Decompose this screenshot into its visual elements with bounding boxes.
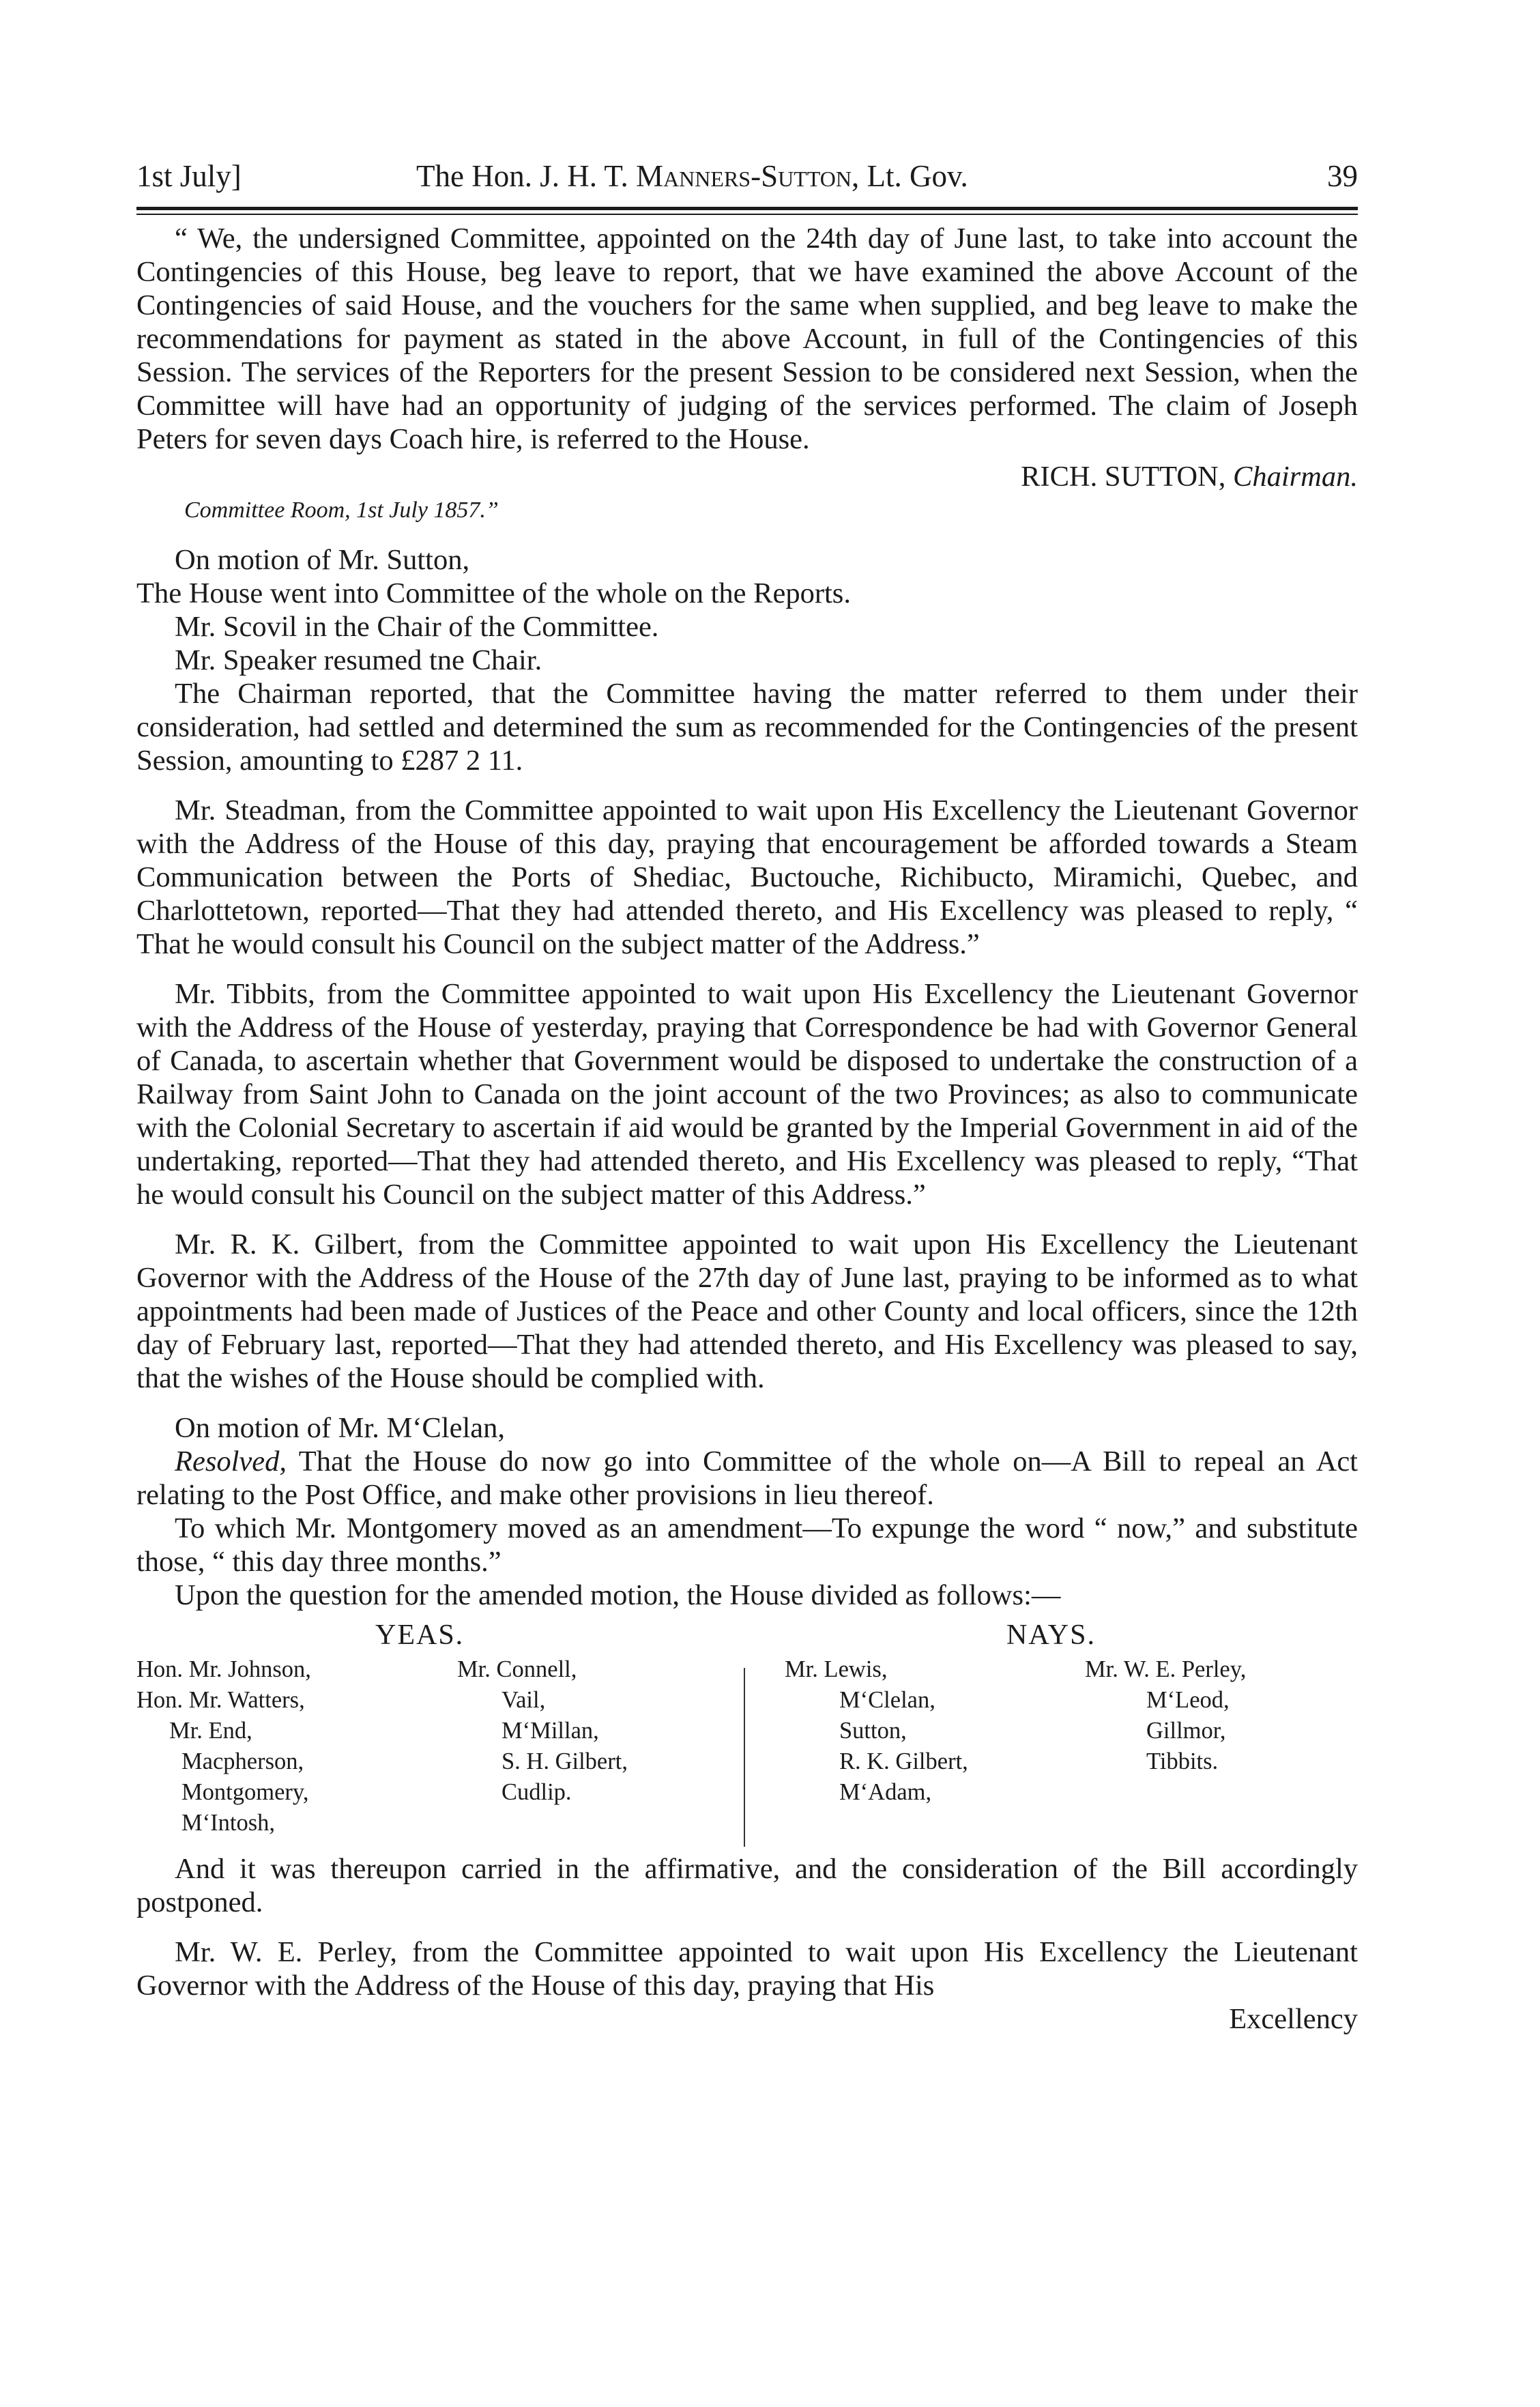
nays-name: Gillmor, — [1146, 1718, 1226, 1744]
amendment-paragraph: To which Mr. Montgomery moved as an amendment—To expunge the word “ now,” and substitute those, “ this day three months.” — [136, 1512, 1358, 1578]
signature-title: Chairman. — [1232, 461, 1358, 493]
scovil-in-chair: Mr. Scovil in the Chair of the Committee. — [175, 611, 659, 643]
nays-column-2 — [1085, 1654, 1246, 1777]
yeas-heading: YEAS. — [375, 1619, 465, 1651]
report-signature — [136, 460, 1358, 493]
nays-name: Mr. Lewis, — [785, 1656, 888, 1682]
yeas-name: Montgomery, — [181, 1779, 309, 1805]
division-list — [136, 1654, 1358, 1852]
house-into-committee: The House went into Committee of the whole on the Reports. — [136, 577, 851, 609]
division-headings — [136, 1619, 1358, 1654]
carried-paragraph: And it was thereupon carried in the affirmative, and the consideration of the Bill accordingly postponed. — [136, 1853, 1358, 1918]
motion-mclelan: On motion of Mr. M‘Clelan, — [175, 1412, 505, 1444]
nays-name: M‘Leod, — [1146, 1687, 1230, 1713]
yeas-column-2 — [457, 1654, 628, 1808]
speaker-resumed: Mr. Speaker resumed tne Chair. — [175, 644, 542, 676]
nays-name: M‘Adam, — [839, 1779, 932, 1805]
catchword: Excellency — [1229, 2003, 1358, 2035]
header-title — [416, 158, 968, 194]
yeas-name: Mr. Connell, — [457, 1656, 577, 1682]
nays-heading: NAYS. — [1006, 1619, 1096, 1651]
committee-report: “ We, the undersigned Committee, appointed on the 24th day of June last, to take into account the Contingencies of this House, beg leave to report, that we have examined the above Account of the Contingencies of said House, and the vouchers for the same when supplied, and beg leave to make the recommendations for payment as stated in the above Account, in full of the Contingencies of this Session. The services of the Reporters for the present Session to be considered next Session, when the Committee will have had an opportunity of judging of the services performed. The claim of Joseph Peters for seven days Coach hire, is referred to the House. — [136, 222, 1358, 455]
resolved-text: That the House do now go into Committee of the whole on—A Bill to repeal an Act relating to the Post Office, and make other provisions in lieu thereof. — [136, 1445, 1358, 1511]
header-title-suffix: , Lt. Gov. — [851, 159, 968, 193]
division-separator — [744, 1668, 745, 1847]
header-title-name: Manners-Sutton — [636, 159, 852, 193]
signature-name: RICH. SUTTON, — [1021, 461, 1226, 493]
header-date: 1st July] — [136, 159, 242, 193]
nays-name: Tibbits. — [1146, 1748, 1219, 1774]
yeas-name: Vail, — [502, 1687, 546, 1713]
yeas-column-1 — [136, 1654, 311, 1839]
tibbits-report: Mr. Tibbits, from the Committee appointed to wait upon His Excellency the Lieutenant Governor with the Address of the House of yesterday, praying that Correspondence be had with Governor General of Canada, to ascertain whether that Government would be disposed to undertake the construction of a Railway from Saint John to Canada on the joint account of the two Provinces; as also to communicate with the Colonial Secretary to ascertain if aid would be granted by the Imperial Government in aid of the undertaking, reported—That they had attended thereto, and His Excellency was pleased to reply, “That he would consult his Council on the subject matter of this Address.” — [136, 978, 1358, 1211]
page-number: 39 — [1327, 159, 1358, 193]
resolved-paragraph — [136, 1445, 1358, 1512]
running-header — [136, 158, 1358, 206]
steadman-report: Mr. Steadman, from the Committee appointed to wait upon His Excellency the Lieutenant Governor with the Address of the House of this day, praying that encouragement be afforded towards a Steam Communication between the Ports of Shediac, Buctouche, Richibucto, Miramichi, Quebec, and Charlottetown, reported—That they had attended thereto, and His Excellency was pleased to reply, “ That he would consult his Council on the subject matter of the Address.” — [136, 794, 1358, 960]
chairman-reported: The Chairman reported, that the Committee having the matter referred to them under their consideration, had settled and determined the sum as recommended for the Contingencies of the present Session, amounting to £287 2 11. — [136, 678, 1358, 777]
header-rule-thick — [136, 207, 1358, 210]
yeas-name: Cudlip. — [502, 1779, 572, 1805]
page-body — [136, 222, 1358, 2036]
yeas-name: Macpherson, — [181, 1748, 304, 1774]
yeas-name: S. H. Gilbert, — [502, 1748, 628, 1774]
nays-name: Mr. W. E. Perley, — [1085, 1656, 1247, 1682]
yeas-name: Mr. End, — [169, 1718, 252, 1744]
nays-name: R. K. Gilbert, — [839, 1748, 968, 1774]
motion-sutton: On motion of Mr. Sutton, — [175, 544, 470, 576]
perley-report: Mr. W. E. Perley, from the Committee appointed to wait upon His Excellency the Lieutenant Governor with the Address of the House of this day, praying that His — [136, 1936, 1358, 2002]
header-title-prefix: The Hon. J. H. T. — [416, 159, 637, 193]
resolved-label: Resolved, — [175, 1445, 287, 1478]
gilbert-report: Mr. R. K. Gilbert, from the Committee appointed to wait upon His Excellency the Lieutenant Governor with the Address of the House of the 27th day of June last, praying to be informed as to what appointments had been made of Justices of the Peace and other County and local officers, since the 12th day of February last, reported—That they had attended thereto, and His Excellency was pleased to say, that the wishes of the House should be complied with. — [136, 1228, 1358, 1394]
nays-name: M‘Clelan, — [839, 1687, 935, 1713]
nays-column-1 — [785, 1654, 968, 1808]
header-rule-thin — [136, 214, 1358, 215]
nays-name: Sutton, — [839, 1718, 907, 1744]
yeas-name: M‘Millan, — [502, 1718, 599, 1744]
yeas-name: Hon. Mr. Johnson, — [136, 1656, 311, 1682]
yeas-name: M‘Intosh, — [181, 1810, 276, 1836]
report-place-date: Committee Room, 1st July 1857.” — [184, 498, 499, 523]
division-question: Upon the question for the amended motion, the House divided as follows:— — [175, 1579, 1061, 1611]
yeas-name: Hon. Mr. Watters, — [136, 1687, 305, 1713]
